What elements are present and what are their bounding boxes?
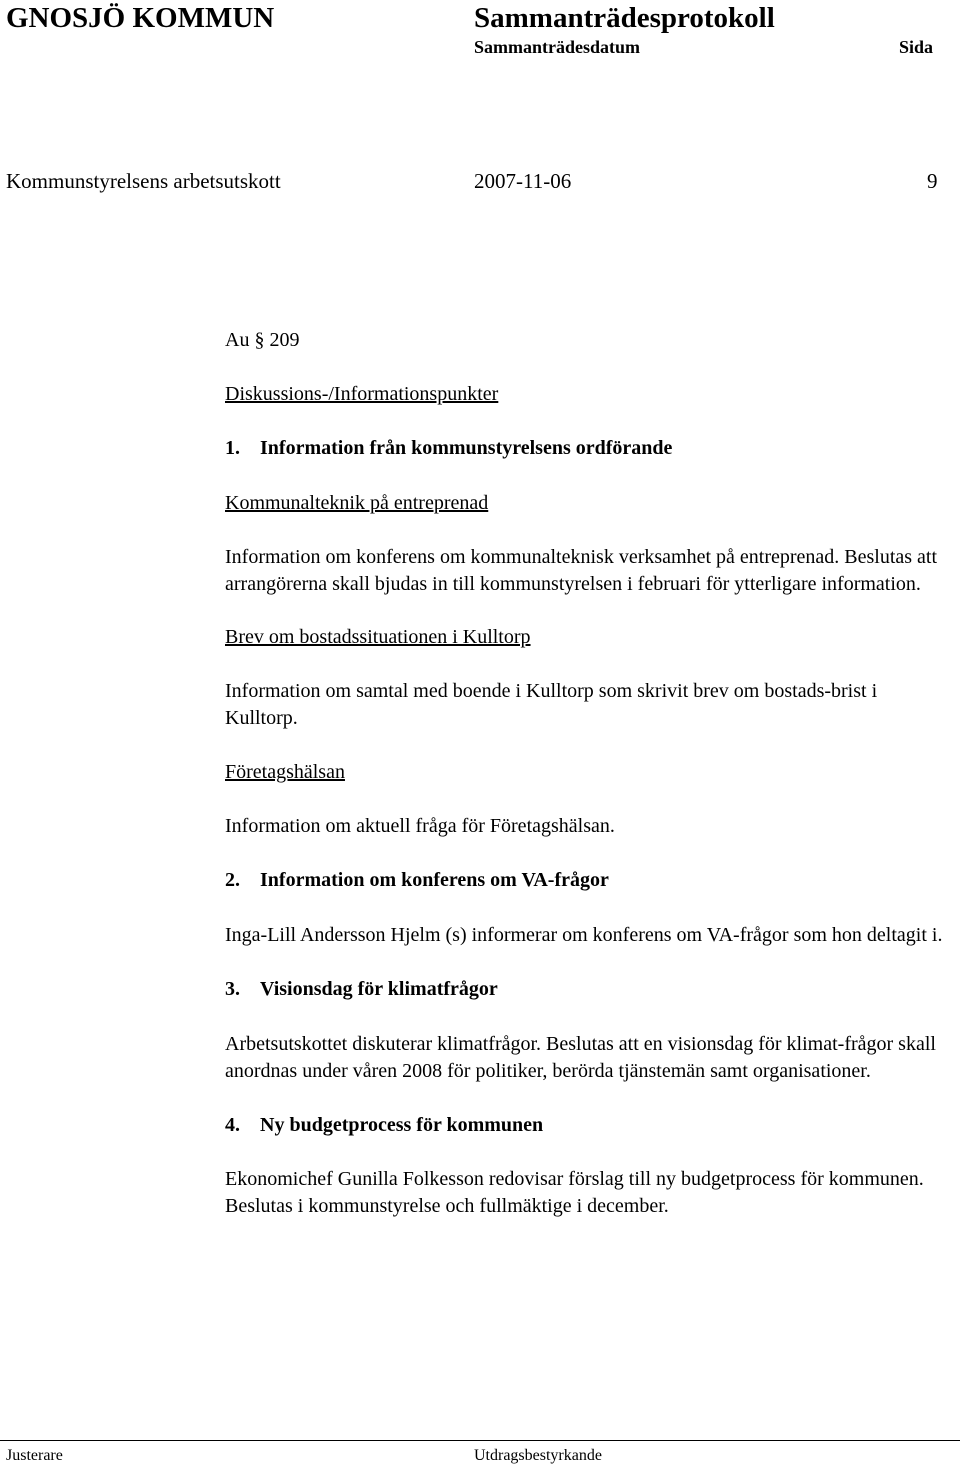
meeting-date: 2007-11-06 [474, 169, 572, 193]
subitem-text: Information om samtal med boende i Kulltorp som skrivit brev om bostads-brist i Kulltorp. [225, 680, 878, 729]
date-label: Sammanträdesdatum [474, 37, 641, 57]
subitem-text: Information om konferens om kommunalteknisk verksamhet på entreprenad. Beslutas att arrangörerna skall bjudas in till kommunstyrelsen i februari för ytterligare information. [225, 546, 938, 595]
footer-divider [0, 1440, 960, 1441]
item-number: 4. [225, 1114, 240, 1136]
organization-name: GNOSJÖ KOMMUN [6, 2, 275, 34]
item-heading-4 [225, 1112, 950, 1139]
item-number: 2. [225, 869, 240, 891]
item-number: 1. [225, 437, 240, 459]
section-heading: Diskussions-/Informationspunkter [225, 383, 499, 405]
item-heading-1 [225, 435, 950, 462]
item-title: Visionsdag för klimatfrågor [260, 978, 498, 1000]
item-text: Ekonomichef Gunilla Folkesson redovisar förslag till ny budgetprocess för kommunen. Beslutas i kommunstyrelse och fullmäktige i december. [225, 1168, 924, 1217]
item-number: 3. [225, 978, 240, 1000]
document-title: Sammanträdesprotokoll [474, 2, 775, 34]
item-heading-2 [225, 867, 950, 894]
item-title: Information från kommunstyrelsens ordförande [260, 437, 673, 459]
item-title: Ny budgetprocess för kommunen [260, 1114, 544, 1136]
minutes-content [225, 327, 950, 1220]
footer-justerare: Justerare [6, 1447, 63, 1464]
meeting-body: Kommunstyrelsens arbetsutskott [6, 169, 281, 193]
subitem-title: Företagshälsan [225, 761, 345, 783]
item-text: Inga-Lill Andersson Hjelm (s) informerar om konferens om VA-frågor som hon deltagit i. [225, 924, 943, 946]
page-label: Sida [899, 37, 934, 57]
item-text: Arbetsutskottet diskuterar klimatfrågor. Beslutas att en visionsdag för klimat-frågor skall anordnas under våren 2008 för politiker, berörda tjänstemän samt organisationer. [225, 1033, 936, 1082]
item-heading-3 [225, 976, 950, 1003]
section-ref: Au § 209 [225, 329, 300, 351]
subitem-text: Information om aktuell fråga för Företagshälsan. [225, 815, 615, 837]
page-number: 9 [927, 169, 938, 193]
subitem-title: Brev om bostadssituationen i Kulltorp [225, 626, 531, 648]
footer-utdragsbestyrkande: Utdragsbestyrkande [474, 1447, 602, 1464]
subitem-title: Kommunalteknik på entreprenad [225, 492, 489, 514]
item-title: Information om konferens om VA-frågor [260, 869, 609, 891]
